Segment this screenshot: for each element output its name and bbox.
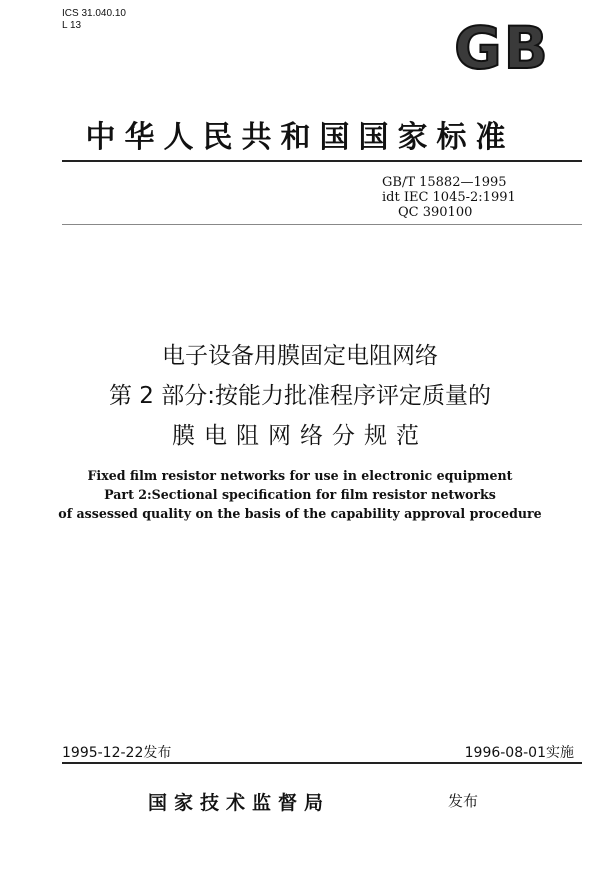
ics-code-block	[62, 8, 126, 32]
issuing-authority: 国家技术监督局	[148, 792, 331, 814]
standard-number: GB/T 15882—1995	[382, 175, 507, 190]
chinese-title-line-2: 第 2 部分:按能力批准程序评定质量的	[108, 383, 491, 409]
chinese-title-line-3: 膜电阻网络分规范	[172, 423, 428, 449]
bottom-divider	[62, 762, 582, 764]
classification-code: L 13	[62, 20, 82, 31]
issuing-suffix: 发布	[448, 792, 479, 810]
effective-date: 1996-08-01实施	[464, 745, 574, 761]
chinese-title-line-1: 电子设备用膜固定电阻网络	[162, 343, 438, 369]
qc-number: QC 390100	[398, 205, 473, 220]
issue-date: 1995-12-22发布	[62, 745, 172, 761]
gb-logo	[426, 18, 578, 76]
ics-code: ICS 31.040.10	[62, 8, 126, 19]
standard-identifiers	[382, 175, 582, 220]
gb-logo-text: GB	[454, 18, 550, 76]
secondary-divider	[62, 224, 582, 225]
national-standard-title: 中华人民共和国国家标准	[85, 120, 515, 155]
english-title-line-3: of assessed quality on the basis of the capability approval procedure	[58, 506, 542, 521]
english-title-line-2: Part 2:Sectional specification for film resistor networks	[104, 487, 496, 502]
english-title	[0, 466, 600, 523]
chinese-title	[0, 336, 600, 456]
top-divider	[62, 160, 582, 162]
iec-equivalent: idt IEC 1045-2:1991	[382, 190, 516, 205]
english-title-line-1: Fixed film resistor networks for use in electronic equipment	[87, 468, 513, 483]
